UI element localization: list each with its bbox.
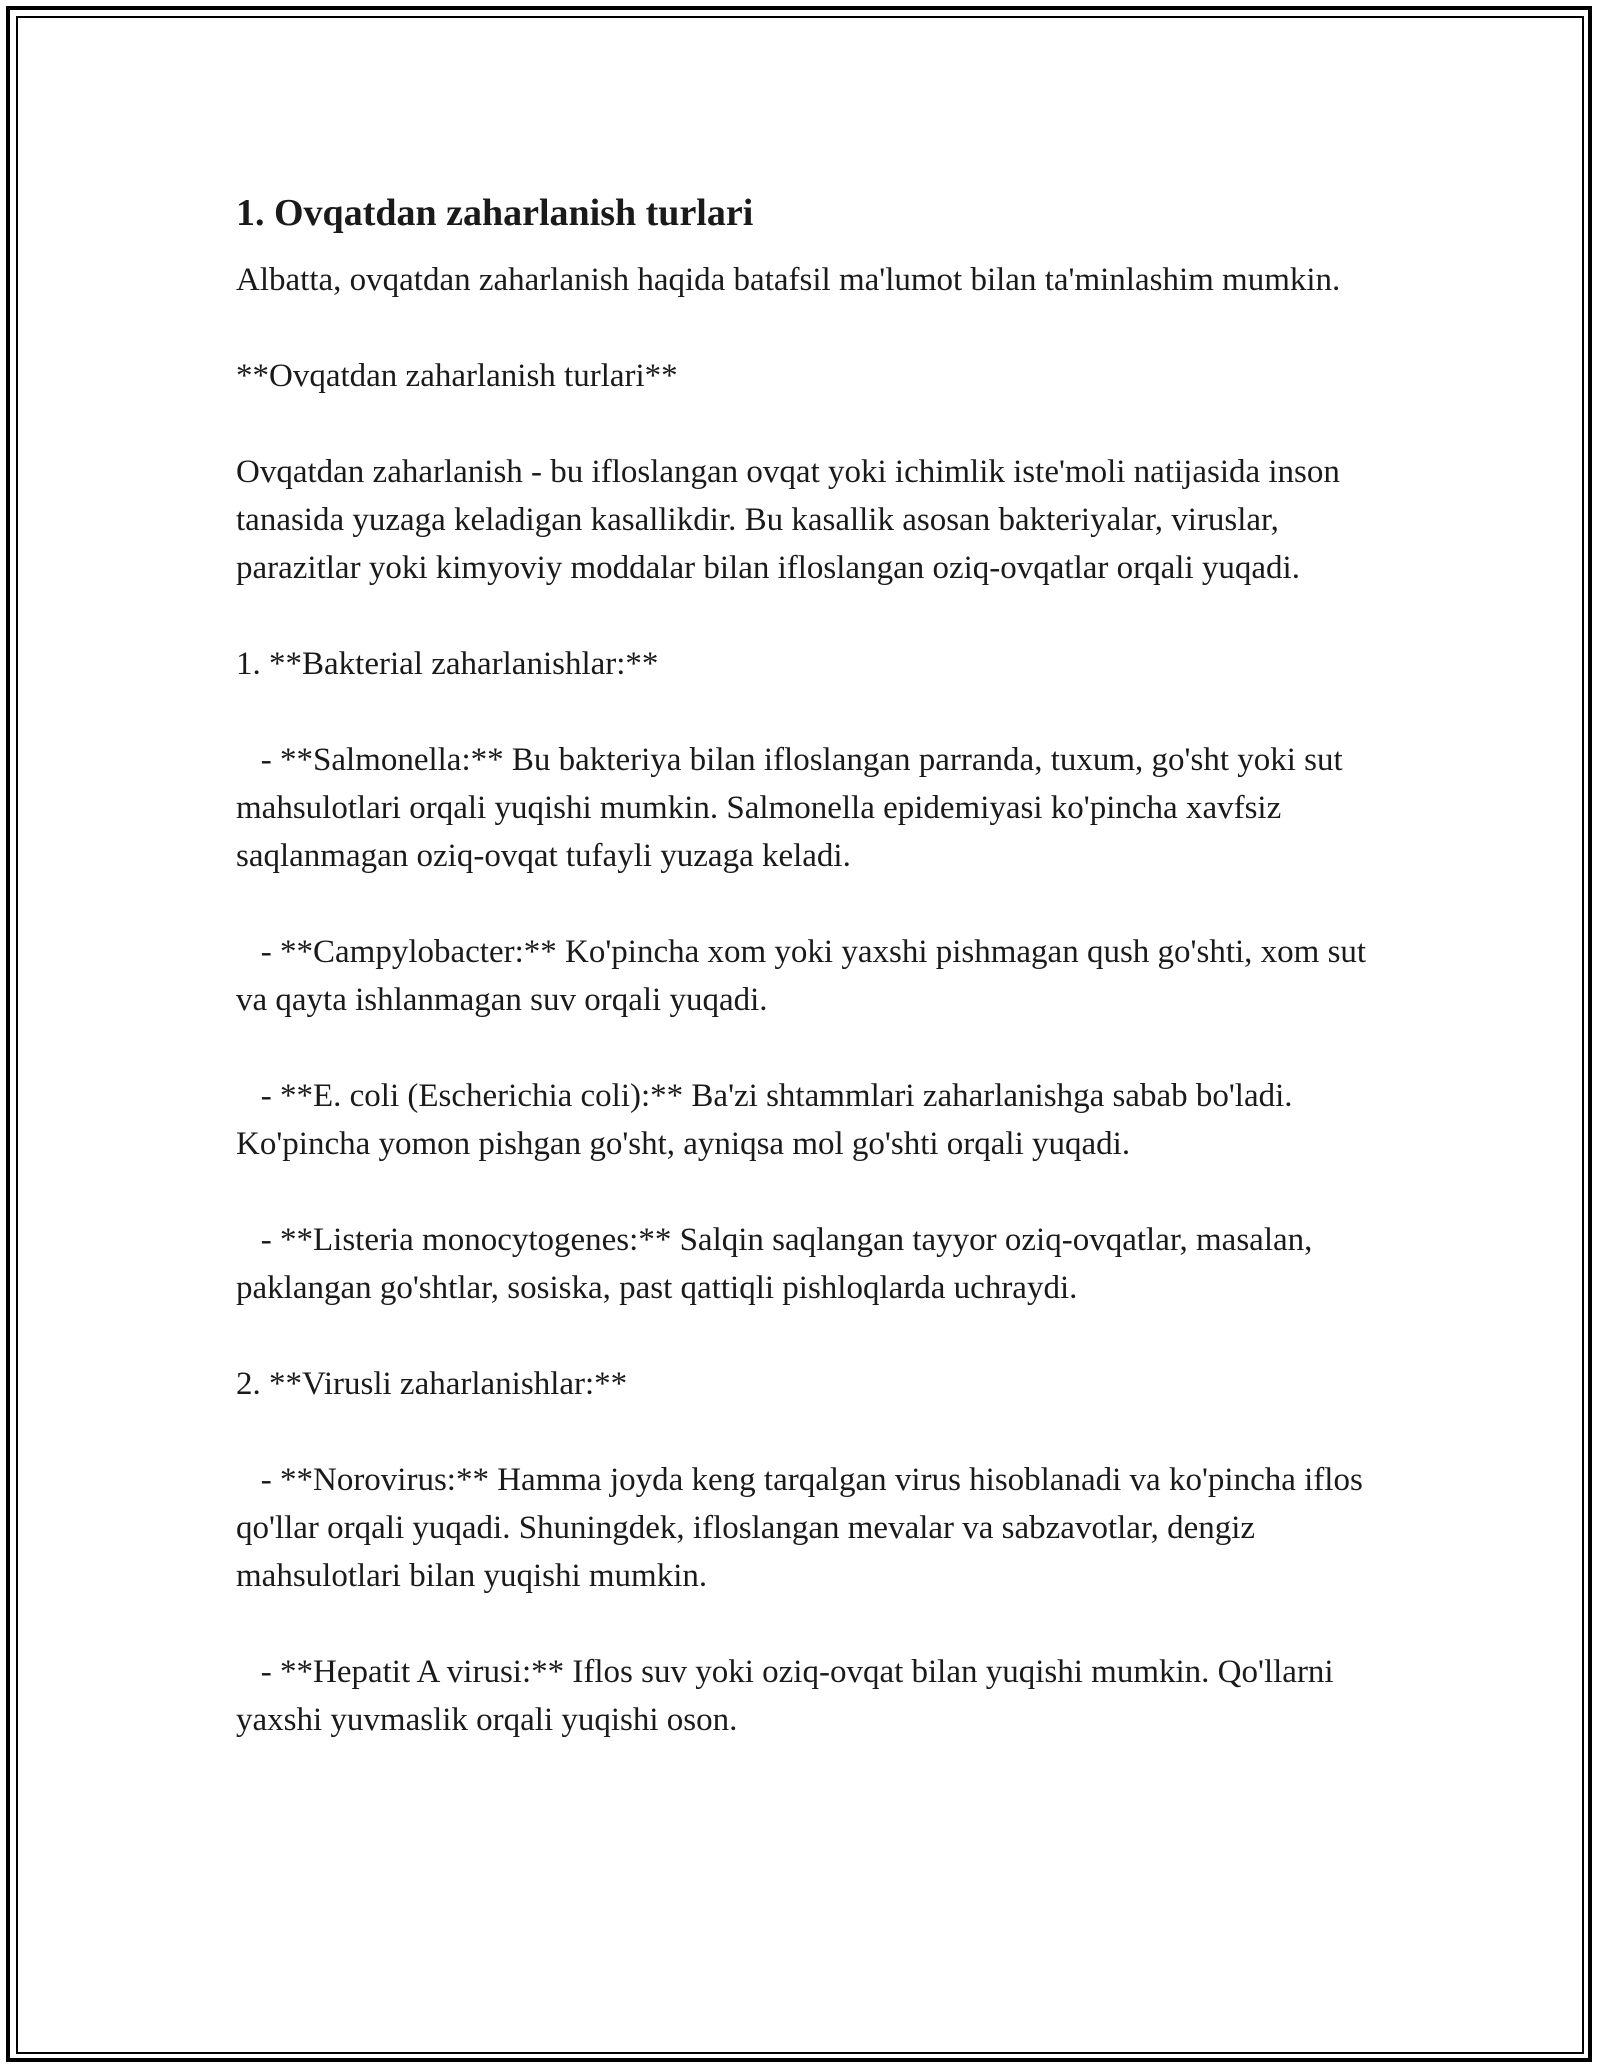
list-item-campylobacter: - **Campylobacter:** Ko'pincha xom yoki yaxshi pishmagan qush go'shti, xom sut va qayta ishlanmagan suv orqali yuqadi.: [236, 934, 1375, 1018]
list-item-salmonella: - **Salmonella:** Bu bakteriya bilan ifloslangan parranda, tuxum, go'sht yoki sut mahsulotlari orqali yuqishi mumkin. Salmonella epidemiyasi ko'pincha xavfsiz saqlanmagan oziq-ovqat tufayli yuzaga keladi.: [236, 742, 1351, 874]
list-item-hepatitis-a: - **Hepatit A virusi:** Iflos suv yoki oziq-ovqat bilan yuqishi mumkin. Qo'llarni yaxshi yuvmaslik orqali yuqishi oson.: [236, 1654, 1342, 1738]
list-heading-viral: 2. **Virusli zaharlanishlar:**: [236, 1366, 628, 1402]
list-item-norovirus: - **Norovirus:** Hamma joyda keng tarqalgan virus hisoblanadi va ko'pincha iflos qo'llar orqali yuqadi. Shuningdek, ifloslangan mevalar va sabzavotlar, dengiz mahsulotlari bilan yuqishi mumkin.: [236, 1462, 1372, 1594]
list-item-ecoli: - **E. coli (Escherichia coli):** Ba'zi shtammlari zaharlanishga sabab bo'ladi. Ko'pincha yomon pishgan go'sht, ayniqsa mol go'shti orqali yuqadi.: [236, 1078, 1301, 1162]
paragraph-definition: Ovqatdan zaharlanish - bu ifloslangan ovqat yoki ichimlik iste'moli natijasida inson tanasida yuzaga keladigan kasallikdir. Bu kasallik asosan bakteriyalar, viruslar, parazitlar yoki kimyoviy moddalar bilan ifloslangan oziq-ovqatlar orqali yuqadi.: [236, 454, 1349, 586]
list-item-listeria: - **Listeria monocytogenes:** Salqin saqlangan tayyor oziq-ovqatlar, masalan, paklangan go'shtlar, sosiska, past qattiqli pishloqlarda uchraydi.: [236, 1222, 1321, 1306]
paragraph-heading: **Ovqatdan zaharlanish turlari**: [236, 358, 678, 394]
document-title: 1. Ovqatdan zaharlanish turlari: [236, 192, 754, 234]
document-body: [236, 186, 1386, 1792]
paragraph-intro: Albatta, ovqatdan zaharlanish haqida batafsil ma'lumot bilan ta'minlashim mumkin.: [236, 262, 1341, 298]
list-heading-bacterial: 1. **Bakterial zaharlanishlar:**: [236, 646, 659, 682]
